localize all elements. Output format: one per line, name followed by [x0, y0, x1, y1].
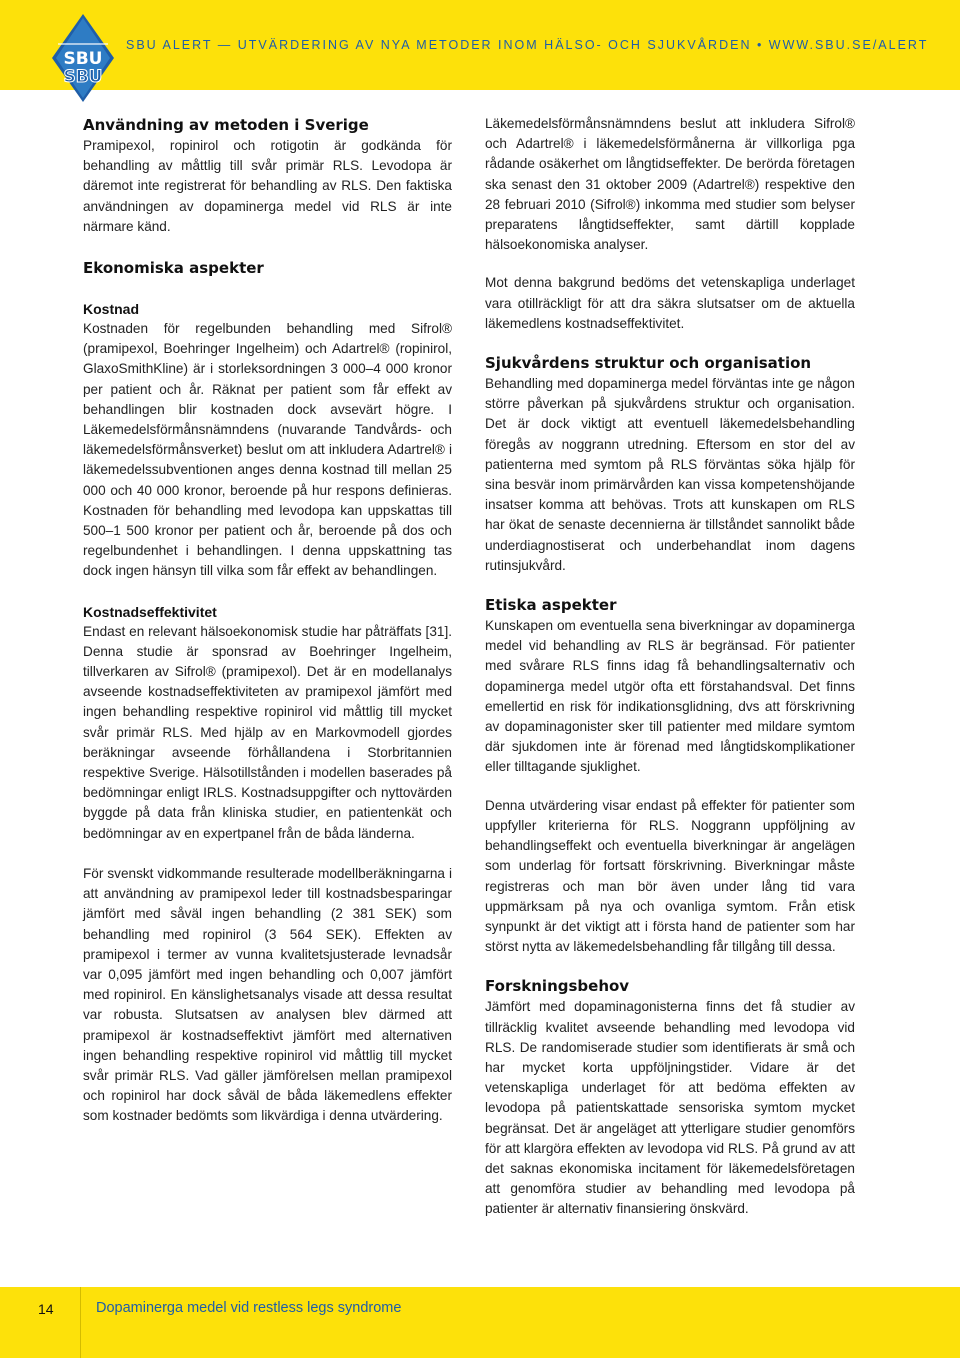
- section-heading: Användning av metoden i Sverige: [83, 116, 369, 134]
- paragraph: Endast en relevant hälsoekonomisk studie har påträffats [31]. Denna studie är sponsrad av Boehringer Ingelheim, tillverkaren av Sifrol® (pramipexol). Det är en modellanalys avseende kostnadseffektiviteten av pramipexol jämfört med ingen behandling respektive ropinirol vid måttlig till mycket svår primär RLS. Med hjälp av en Markovmodell gjordes beräkningar avseende förhållandena i Storbritannien respektive Sverige. Hälsotillstånden i modellen baserades på bedömningar enligt IRLS. Kostnadsuppgifter och nyttovärden byggde på data från kliniska studier, en patientenkät och bedömningar av en expertpanel från de båda länderna.: [83, 623, 452, 841]
- paragraph: Pramipexol, ropinirol och rotigotin är godkända för behandling av måttlig till svår primär RLS. Levodopa är däremot inte registrerat för behandling av RLS. Den faktiska användningen av dopaminerga medel vid RLS är inte närmare känd.: [83, 138, 452, 234]
- page-number-box: [0, 1287, 81, 1358]
- header-text: SBU ALERT — UTVÄRDERING AV NYA METODER INOM HÄLSO- OCH SJUKVÅRDEN • WWW.SBU.SE/ALERT: [126, 38, 929, 52]
- svg-text:SBU: SBU: [63, 49, 103, 69]
- sbu-logo: [52, 14, 114, 102]
- footer-title: Dopaminerga medel vid restless legs syndrome: [96, 1300, 402, 1316]
- paragraph: Mot denna bakgrund bedöms det vetenskapliga underlaget vara otillräckligt för att dra säkra slutsatser om de aktuella läkemedlens kostnadseffektivitet.: [485, 275, 855, 331]
- svg-text:SBU: SBU: [63, 67, 103, 87]
- section-heading: Etiska aspekter: [485, 596, 617, 615]
- section-heading: Sjukvårdens struktur och organisation: [485, 354, 812, 373]
- header-bar: [0, 0, 960, 90]
- paragraph: Kunskapen om eventuella sena biverkningar av dopaminerga medel vid behandling av RLS är begränsad. För patienter med svårare RLS finns idag få behandlingsalternativ och dopaminerga medel utgör ofta ett förstahandsval. Det finns emellertid en risk för indikationsglidning, dvs att förskrivning av dopaminagonister sker till patienter med mildare symtom där sjukdomen inte är förenad med långtidskomplikationer eller tilltagande sjuklighet.: [485, 618, 855, 775]
- paragraph: Kostnaden för regelbunden behandling med Sifrol® (pramipexol, Boehringer Ingelheim) och Adartrel® (ropinirol, GlaxoSmithKline) är i storleksordningen 3 000–4 000 kronor per patient och år. Räknat per patient som får effekt av behandlingen blir kostnaden dock avsevärt högre. I Läkemedelsförmånsnämndens (nuvarande Tandvårds- och läkemedelsförmånsverket) beslut om att inkludera Adartrel® i läkemedelssubventionen anges denna kostnad till mellan 25 000 och 40 000 kronor, beroende på hur respons definieras. Kostnaden för behandling med levodopa kan uppskattas till 500–1 500 kronor per patient och år, beroende på dos och regelbundenhet i behandlingen. I denna uppskattning tas dock ingen hänsyn till vilka som får effekt av behandlingen.: [83, 321, 452, 579]
- page-number: 14: [38, 1301, 54, 1317]
- subsection-heading: Kostnadseffektivitet: [83, 603, 217, 620]
- paragraph: För svenskt vidkommande resulterade modellberäkningarna i att användning av pramipexol leder till kostnadsbesparingar jämfört med såväl ingen behandling (2 381 SEK) som behandling med ropinirol (3 564 SEK). Effekten av pramipexol i termer av vunna kvalitetsjusterade levnadsår var 0,095 jämfört med ingen behandling och 0,007 jämfört med ropinirol. En känslighetsanalys visade att dessa resultat var robusta. Slutsatsen av analysen blev därmed att pramipexol är kostnadseffektivt jämfört med alternativen ingen behandling respektive ropinirol vid måttlig till mycket svår primär RLS. Vad gäller jämförelsen mellan pramipexol och ropinirol har dock såväl de båda läkemedlens effekter som kostnader bedömts som likvärdiga i denna utvärdering.: [83, 865, 452, 1124]
- subsection-heading: Kostnad: [83, 301, 139, 318]
- left-column: [83, 114, 452, 1145]
- section-heading: Ekonomiska aspekter: [83, 259, 264, 278]
- paragraph: Behandling med dopaminerga medel förväntas inte ge någon större påverkan på sjukvårdens struktur och organisation. Det är dock viktigt att eventuell läkemedelsbehandling föregås av noggrann utredning. Eftersom en stor del av patienterna med symtom på RLS förväntas söka hjälp för sina besvär inom primärvården kan vissa kompetenshöjande insatser komma att behövas. Trots att kunskapen om RLS har ökat de senaste decennierna är tillståndet sannolikt både underdiagnostiserat och underbehandlat inom dagens rutinsjukvård.: [485, 376, 855, 573]
- right-column: [485, 114, 855, 1238]
- footer-bar: [0, 1287, 960, 1358]
- section-heading: Forskningsbehov: [485, 977, 630, 996]
- paragraph: Denna utvärdering visar endast på effekter för patienter som uppfyller kriterierna för RLS. Noggrann uppföljning av behandlingseffekt och eventuella biverkningar är angelägen som underlag för fortsatt förskrivning. Biverkningar måste registreras och man bör även under lång tid vara uppmärksam på nya och ovanliga symtom. Från etisk synpunkt är det viktigt att i första hand de patienter som har störst nytta av läkemedelsbehandling får tillgång till dessa.: [485, 797, 855, 955]
- paragraph: Jämfört med dopaminagonisterna finns det få studier av tillräcklig kvalitet avseende behandling med levodopa vid RLS. De randomiserade studier som identifierats är små och har mycket korta uppföljningstider. Vidare är det vetenskapliga underlaget för att bedöma effekten av levodopa på patientskattade sensoriska symtom mycket begränsat. Det är angeläget att ytterligare studier genomförs för att klargöra effekten av levodopa vid RLS. På grund av att det saknas ekonomiska incitament för läkemedelsföretagen att genomföra studier av behandling med levodopa på patienter är alternativ finansiering önskvärd.: [485, 999, 855, 1217]
- paragraph: Läkemedelsförmånsnämndens beslut att inkludera Sifrol® och Adartrel® i läkemedelsförmånerna är villkorliga pga rådande osäkerhet om långtidseffekter. De berörda företagen ska senast den 31 oktober 2009 (Adartrel®) respektive den 28 februari 2010 (Sifrol®) inkomma med studier som belyser preparatens långtidseffekter, samt därtill kopplade hälsoekonomiska analyser.: [485, 116, 855, 253]
